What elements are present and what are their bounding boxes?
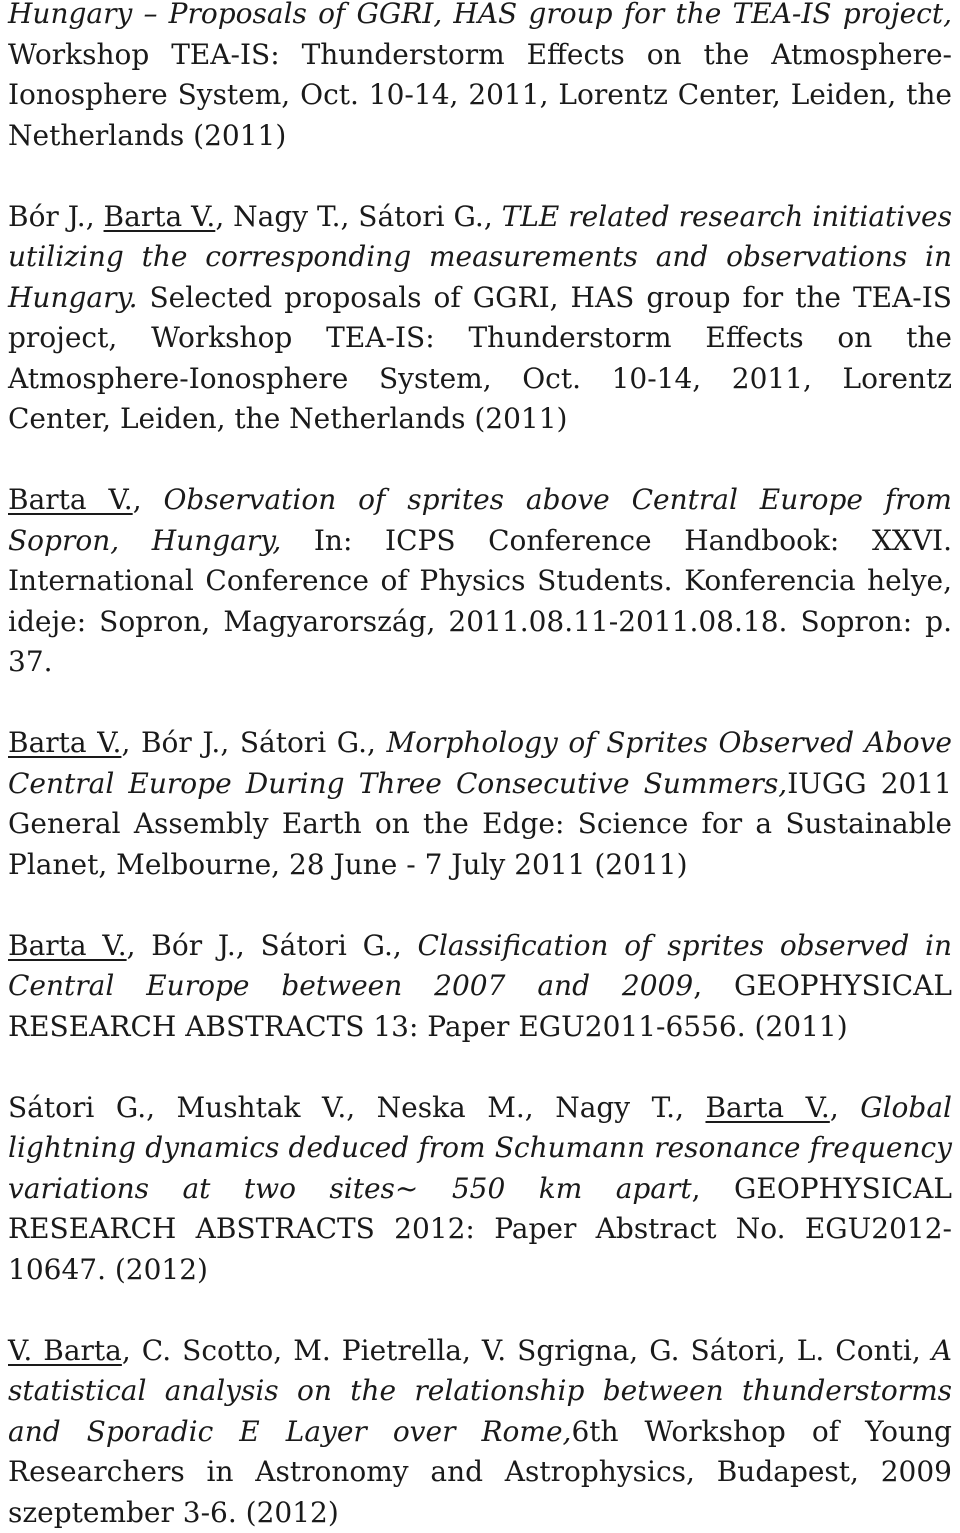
publication-entry [8,480,952,683]
entry-title: Morphology of Sprites Observed Above Central Europe During Three Consecutive Summers, [8,726,952,800]
publication-entry [8,197,952,440]
author-highlighted: Barta V. [8,483,133,516]
entry-venue: 6th Workshop of Young Researchers in Astronomy and Astrophysics, Budapest, 2009 szeptember 3-6. (2012) [8,1415,952,1529]
entry-venue: IUGG 2011 General Assembly Earth on the Edge: Science for a Sustainable Planet, Melbourne, 28 June - 7 July 2011 (2011) [8,767,952,881]
entry-venue: , GEOPHYSICAL RESEARCH ABSTRACTS 13: Paper EGU2011-6556. (2011) [8,969,952,1043]
entry-text: , Bór J., Sátori G., [127,929,418,962]
entry-venue: , GEOPHYSICAL RESEARCH ABSTRACTS 2012: Paper Abstract No. EGU2012-10647. (2012) [8,1172,952,1286]
entry-italic-text: Hungary – Proposals of GGRI, HAS group for the TEA-IS project, [8,0,952,30]
entry-text: Workshop TEA-IS: Thunderstorm Effects on the Atmosphere-Ionosphere System, Oct. 10-14, 2011, Lorentz Center, Leiden, the Netherlands (2011) [8,38,952,152]
entry-venue: Selected proposals of GGRI, HAS group for the TEA-IS project, Workshop TEA-IS: Thunderstorm Effects on the Atmosphere-Ionosphere System, Oct. 10-14, 2011, Lorentz Center, Leiden, the Netherlands (2011) [8,281,952,436]
author-highlighted: Barta V. [8,726,121,759]
entry-title: TLE related research initiatives utilizing the corresponding measurements and observations in Hungary. [8,200,952,314]
entry-venue: In: ICPS Conference Handbook: XXVI. International Conference of Physics Students. Konferencia helye, ideje: Sopron, Magyarország, 2011.08.11-2011.08.18. Sopron: p. 37. [8,524,952,679]
publication-entry [8,1331,952,1533]
entry-text: , [86,200,104,233]
publication-entry [8,1088,952,1291]
entry-text: , C. Scotto, M. Pietrella, V. Sgrigna, G. Sátori, L. Conti, [122,1334,932,1367]
entry-title: Global lightning dynamics deduced from Schumann resonance frequency variations at two sites~ 550 km apart [8,1091,952,1205]
entry-text: , Nagy T., Sátori G., [215,200,501,233]
entry-title: A statistical analysis on the relationship between thunderstorms and Sporadic E Layer over Rome, [8,1334,952,1448]
author-highlighted: Barta V. [705,1091,829,1124]
author-highlighted: V. Barta [8,1334,122,1367]
publication-entry [8,723,952,885]
author-highlighted: Barta V. [104,200,216,233]
entry-text: , Bór J., Sátori G., [121,726,386,759]
entry-text: , [133,483,164,516]
entry-text: Sátori G., Mushtak V., Neska M., Nagy T., [8,1091,705,1124]
author: Bór J. [8,200,86,233]
publication-entry [8,0,952,156]
entry-title: Observation of sprites above Central Europe from Sopron, Hungary, [8,483,952,557]
entry-title: Classification of sprites observed in Central Europe between 2007 and 2009 [8,929,952,1003]
publication-entry [8,926,952,1048]
author-highlighted: Barta V. [8,929,127,962]
entry-text: , [830,1091,860,1124]
